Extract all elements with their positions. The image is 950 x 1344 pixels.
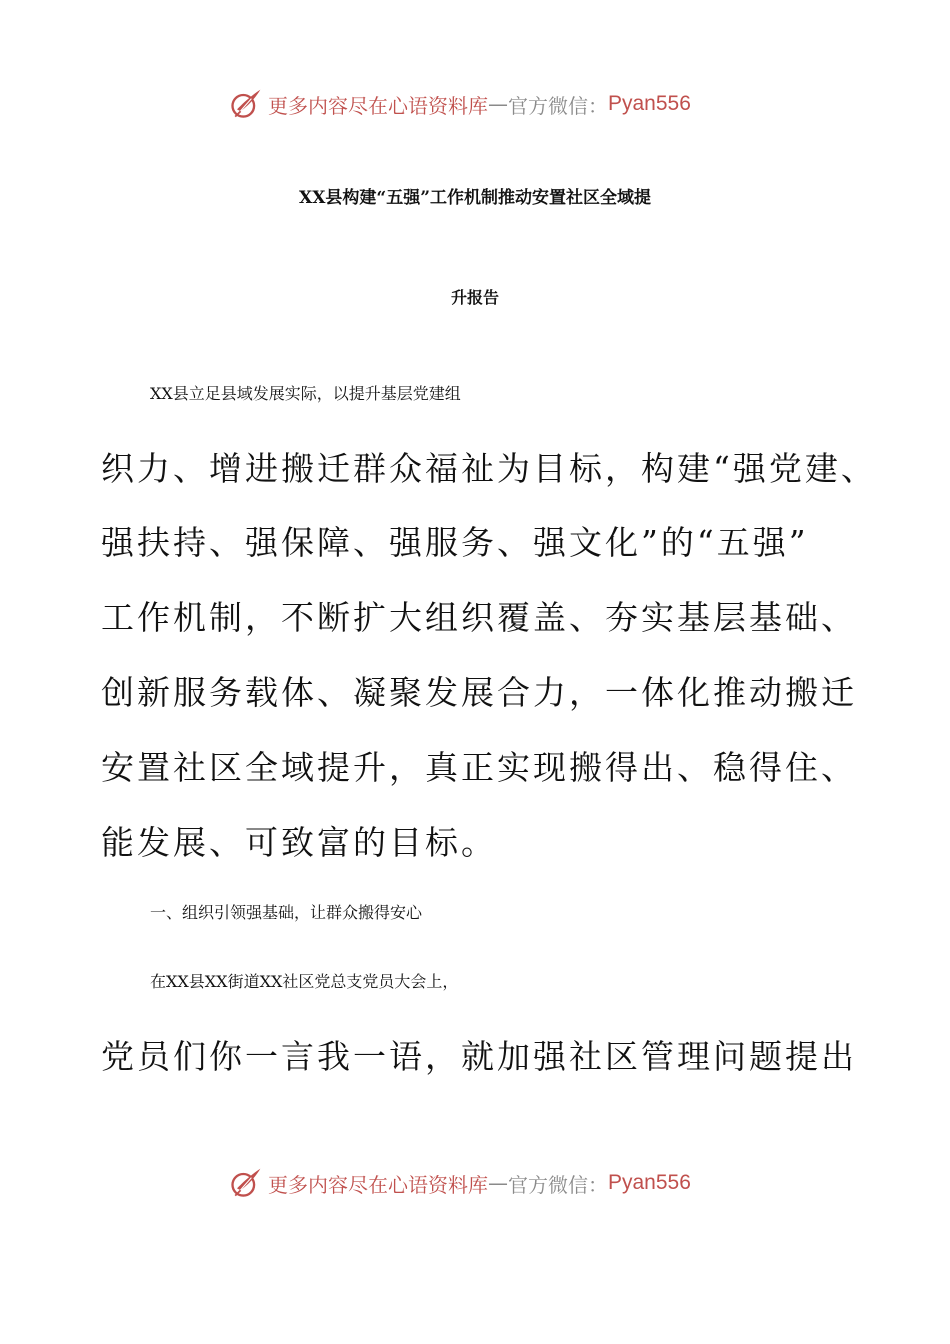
body-line: XX县立足县域发展实际，以提升基层党建组 [150,384,461,403]
section-heading: 一、组织引领强基础，让群众搬得安心 [150,903,423,922]
body-line: 工作机制，不断扩大组织覆盖、夯实基层基础、 [101,598,857,637]
watermark-wechat-label: 官方微信： [508,1172,608,1197]
body-line: 强扶持、强保障、强服务、强文化”的“五强” [101,523,809,562]
body-line: 安置社区全域提升，真正实现搬得出、稳得住、 [101,748,857,787]
body-line: 创新服务载体、凝聚发展合力，一体化推动搬迁 [101,673,857,712]
watermark-wechat-label: 官方微信： [508,93,608,118]
watermark-promo-text: 更多内容尽在心语资料库 [268,93,488,118]
document-title-line-1: XX县构建“五强”工作机制推动安置社区全域提 [299,188,651,208]
footer-watermark [228,1163,691,1203]
document-title-line-2: 升报告 [450,288,499,307]
quill-logo-icon [228,1165,264,1201]
body-line: 能发展、可致富的目标。 [101,823,497,862]
watermark-promo-text: 更多内容尽在心语资料库 [268,1172,488,1197]
watermark-dash: — [488,92,508,116]
watermark-wechat-id: Pyan556 [608,1171,691,1194]
body-line: 党员们你一言我一语，就加强社区管理问题提出 [101,1037,857,1076]
body-line: 织力、增进搬迁群众福祉为目标，构建“强党建、 [101,449,877,488]
watermark-wechat-id: Pyan556 [608,92,691,115]
watermark-dash: — [488,1171,508,1195]
header-watermark [228,84,691,124]
quill-logo-icon [228,86,264,122]
body-line: 在XX县XX街道XX社区党总支党员大会上， [150,972,459,991]
